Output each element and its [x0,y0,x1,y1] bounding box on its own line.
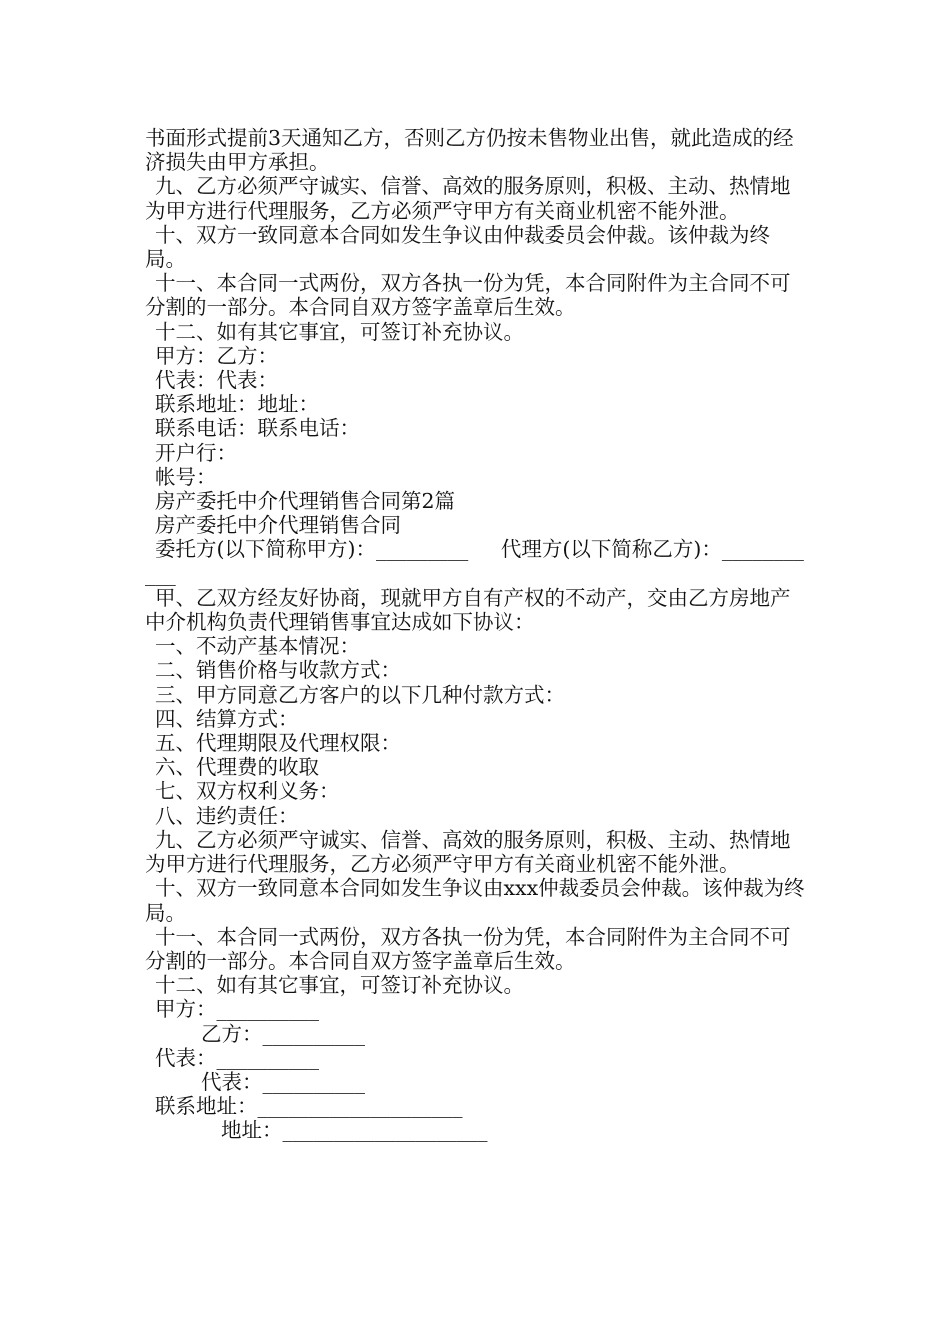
signature-label: 乙方： [201,1021,263,1046]
signature-party-b [145,1022,810,1046]
contract-title: 房产委托中介代理销售合同 [155,513,401,538]
signature-blank: __________ [216,1045,319,1070]
clause-12: 十二、如有其它事宜，可签订补充协议。 [155,319,524,344]
signature-representatives: 代表：代表： [155,368,278,393]
signature-address-b [145,1118,810,1142]
signature-blank: __________ [216,997,319,1022]
signature-label: 甲方： [155,997,217,1022]
clause-9-second: 九、乙方必须严守诚实、信誉、高效的服务原则，积极、主动、热情地为甲方进行代理服务，乙方必须严守甲方有关商业机密不能外泄。 [145,827,791,877]
signature-blank: __________ [262,1069,365,1094]
clause-7: 七、双方权利义务： [155,779,340,804]
signature-block [145,997,810,1142]
section-heading: 房产委托中介代理销售合同第2篇 [155,489,456,514]
signature-label: 代表： [201,1069,263,1094]
signature-blank: ____________________ [282,1118,488,1143]
contract-parties-line: 委托方(以下简称甲方)：_________ 代理方(以下简称乙方)：___________ [145,537,804,586]
signature-parties: 甲方：乙方： [155,343,278,368]
clause-9: 九、乙方必须严守诚实、信誉、高效的服务原则，积极、主动、热情地为甲方进行代理服务，乙方必须严守甲方有关商业机密不能外泄。 [145,174,791,223]
signature-label: 代表： [155,1045,217,1070]
signature-address-a [145,1094,810,1118]
signature-bank: 开户行： [155,440,237,465]
clause-10: 十、双方一致同意本合同如发生争议由仲裁委员会仲裁。该仲裁为终局。 [145,222,770,272]
signature-label: 地址： [221,1118,283,1143]
signature-phone: 联系电话：联系电话： [155,416,360,441]
clause-8: 八、违约责任： [155,803,299,828]
signature-account: 帐号： [155,464,217,489]
paragraph: 书面形式提前3天通知乙方，否则乙方仍按未售物业出售，就此造成的经济损失由甲方承担。 [145,126,794,175]
signature-label: 联系地址： [155,1094,258,1119]
clause-10-second: 十、双方一致同意本合同如发生争议由xxx仲裁委员会仲裁。该仲裁为终局。 [145,876,805,925]
signature-address: 联系地址：地址： [155,392,319,417]
signature-blank: ____________________ [257,1094,463,1119]
clause-4: 四、结算方式： [155,706,299,731]
document-body [145,126,810,1143]
clause-1: 一、不动产基本情况： [155,634,360,659]
clause-11: 十一、本合同一式两份，双方各执一份为凭，本合同附件为主合同不可分割的一部分。本合同自双方签字盖章后生效。 [145,271,791,320]
signature-party-a [145,997,810,1021]
contract-preamble: 甲、乙双方经友好协商，现就甲方自有产权的不动产，交由乙方房地产中介机构负责代理销售事宜达成如下协议： [145,585,791,635]
clause-5: 五、代理期限及代理权限： [155,731,401,756]
clause-6: 六、代理费的收取 [155,755,319,780]
clause-11-second: 十一、本合同一式两份，双方各执一份为凭，本合同附件为主合同不可分割的一部分。本合同自双方签字盖章后生效。 [145,924,791,973]
signature-rep-b [145,1070,810,1094]
clause-12-second: 十二、如有其它事宜，可签订补充协议。 [155,973,524,998]
clause-2: 二、销售价格与收款方式： [155,658,401,683]
clause-3: 三、甲方同意乙方客户的以下几种付款方式： [155,682,565,707]
signature-blank: __________ [262,1021,365,1046]
signature-rep-a [145,1046,810,1070]
